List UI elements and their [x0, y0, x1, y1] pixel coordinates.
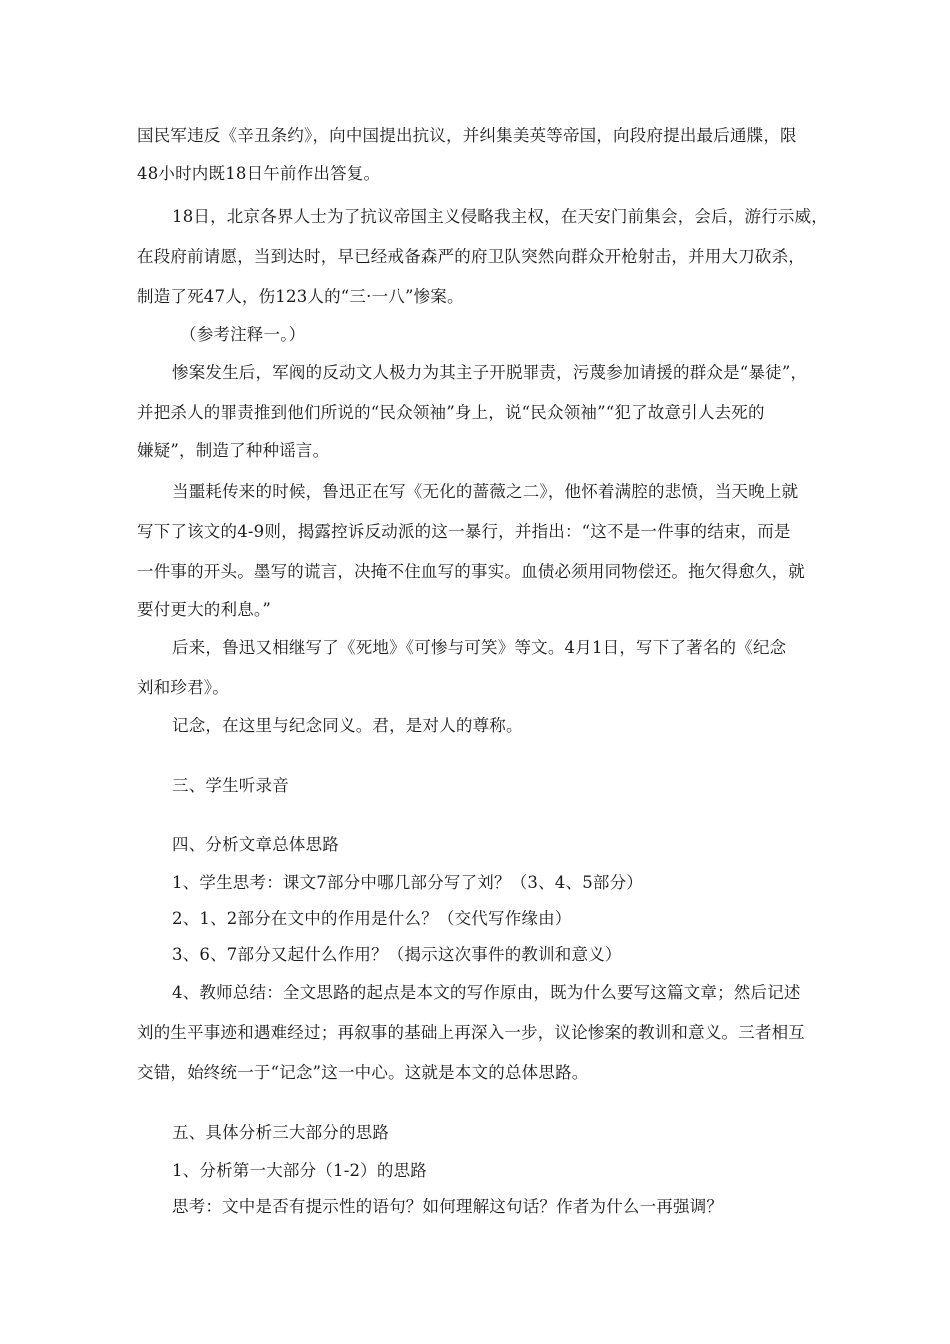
text-line: 嫌疑”，制造了种种谣言。: [137, 441, 330, 460]
text-line: 交错，始终统一于“记念”这一中心。这就是本文的总体思路。: [137, 1063, 589, 1082]
section-heading: 三、学生听录音: [172, 776, 289, 795]
list-item: 3、6、7部分又起什么作用？（揭示这次事件的教训和意义）: [172, 945, 622, 964]
text-line: 刘和珍君》。: [137, 678, 229, 697]
text-line: 48小时内既18日午前作出答复。: [137, 164, 381, 183]
list-item: 2、1、2部分在文中的作用是什么？（交代写作缘由）: [172, 909, 572, 928]
text-line: 写下了该文的4-9则，揭露控诉反动派的这一暴行，并指出：“这不是一件事的结束，而是: [137, 522, 791, 541]
text-line: 刘的生平事迹和遇难经过；再叙事的基础上再深入一步，议论惨案的教训和意义。三者相互: [137, 1023, 805, 1042]
list-item: 1、分析第一大部分（1-2）的思路: [172, 1161, 427, 1180]
list-item: 4、教师总结：全文思路的起点是本文的写作原由，既为什么要写这篇文章；然后记述: [172, 983, 801, 1002]
text-line: 国民军违反《辛丑条约》，向中国提出抗议，并纠集美英等帝国，向段府提出最后通牒，限: [137, 126, 797, 145]
paragraph-start: 18日，北京各界人士为了抗议帝国主义侵略我主权，在天安门前集会，会后，游行示威，: [172, 207, 828, 226]
section-heading: 四、分析文章总体思路: [172, 835, 339, 854]
text-line: 一件事的开头。墨写的谎言，决掩不住血写的事实。血债必须用同物偿还。拖欠得愈久，就: [137, 562, 805, 581]
text-line: 并把杀人的罪责推到他们所说的“民众领袖”身上，说“民众领袖”“犯了故意引人去死的: [137, 403, 765, 422]
paragraph-start: 当噩耗传来的时候，鲁迅正在写《无化的蔷薇之二》，他怀着满腔的悲愤，当天晚上就: [172, 482, 799, 501]
section-heading: 五、具体分析三大部分的思路: [172, 1123, 390, 1142]
question-line: 思考：文中是否有提示性的语句？如何理解这句话？作者为什么一再强调？: [172, 1197, 724, 1216]
paragraph-start: 后来，鲁迅又相继写了《死地》《可惨与可笑》等文。4月1日，写下了著名的《纪念: [172, 638, 787, 657]
text-line: 在段府前请愿，当到达时，早已经戒备森严的府卫队突然向群众开枪射击，并用大刀砍杀，: [137, 247, 805, 266]
paragraph-start: 惨案发生后，军阀的反动文人极力为其主子开脱罪责，污蔑参加请援的群众是“暴徒”，: [172, 363, 808, 382]
paragraph-start: 记念，在这里与纪念同义。君，是对人的尊称。: [172, 716, 523, 735]
text-line: 要付更大的利息。”: [137, 600, 271, 619]
list-item: 1、学生思考：课文7部分中哪几部分写了刘？（3、4、5部分）: [172, 873, 643, 892]
note-line: （参考注释一。）: [180, 325, 306, 344]
text-line: 制造了死47人，伤123人的“三·一八”惨案。: [137, 287, 464, 306]
